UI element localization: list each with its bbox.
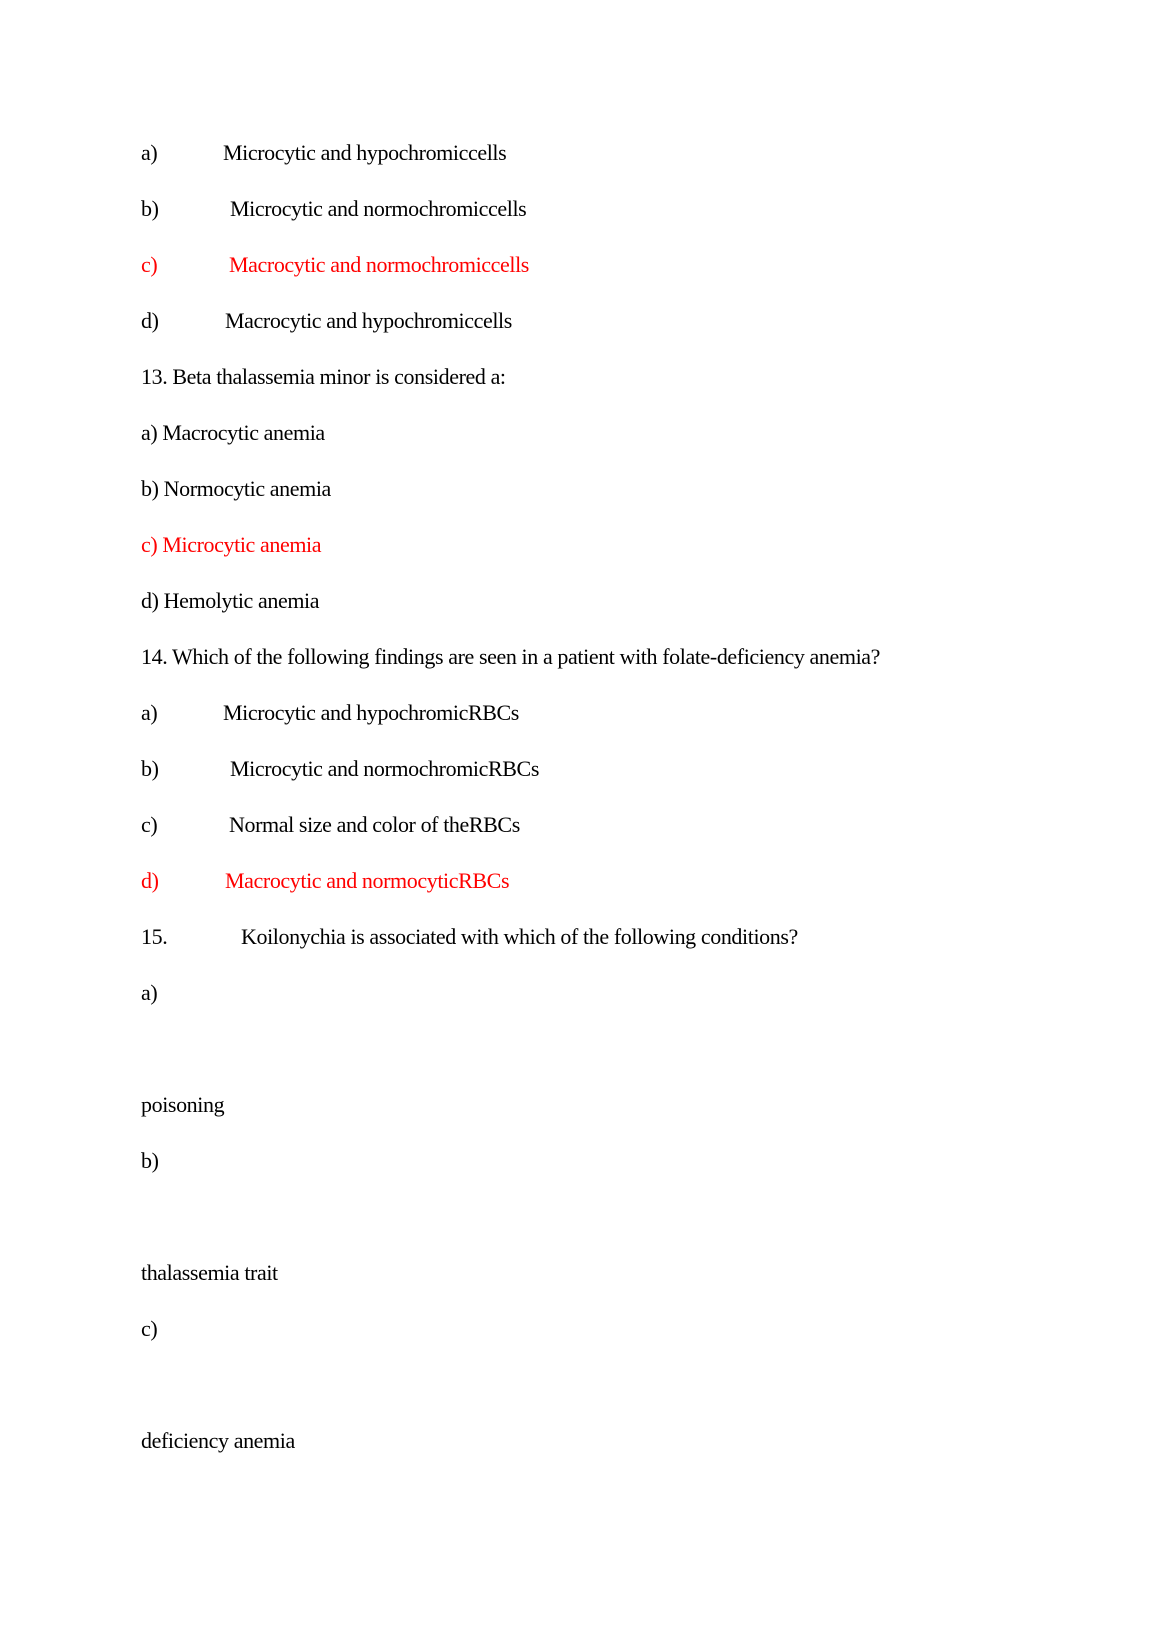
option-text: Microcytic and normochromiccells (230, 196, 527, 221)
option-text: Macrocytic and normochromiccells (229, 252, 529, 277)
option-marker: b) (141, 756, 159, 781)
option-text: Microcytic and hypochromicRBCs (223, 700, 519, 725)
option-marker: c) (141, 812, 158, 837)
q15-option-c-text: deficiency anemia (141, 1428, 295, 1453)
option-marker: b) (141, 196, 159, 221)
q13-option-d: d) Hemolytic anemia (141, 588, 320, 613)
q15-option-a-marker: a) (141, 980, 158, 1005)
option-text: Macrocytic and hypochromiccells (225, 308, 512, 333)
q15-option-b-text: thalassemia trait (141, 1260, 278, 1285)
q15-option-a-text: poisoning (141, 1092, 225, 1117)
option-marker: a) (141, 140, 158, 165)
q13-option-a: a) Macrocytic anemia (141, 420, 325, 445)
question-number: 15. (141, 924, 168, 949)
option-text: Microcytic and normochromicRBCs (230, 756, 539, 781)
option-text: Microcytic and hypochromiccells (223, 140, 507, 165)
q13-option-c-correct: c) Microcytic anemia (141, 532, 322, 557)
q14-question: 14. Which of the following findings are seen in a patient with folate-deficiency anemia? (141, 644, 881, 669)
q15-option-b-marker: b) (141, 1148, 159, 1173)
option-marker: d) (141, 868, 159, 893)
question-text: Koilonychia is associated with which of the following conditions? (241, 924, 798, 949)
option-text: Normal size and color of theRBCs (229, 812, 520, 837)
q15-option-c-marker: c) (141, 1316, 158, 1341)
q13-option-b: b) Normocytic anemia (141, 476, 331, 501)
option-text: Macrocytic and normocyticRBCs (225, 868, 510, 893)
option-marker: d) (141, 308, 159, 333)
q13-question: 13. Beta thalassemia minor is considered a: (141, 364, 506, 389)
option-marker: c) (141, 252, 158, 277)
option-marker: a) (141, 700, 158, 725)
